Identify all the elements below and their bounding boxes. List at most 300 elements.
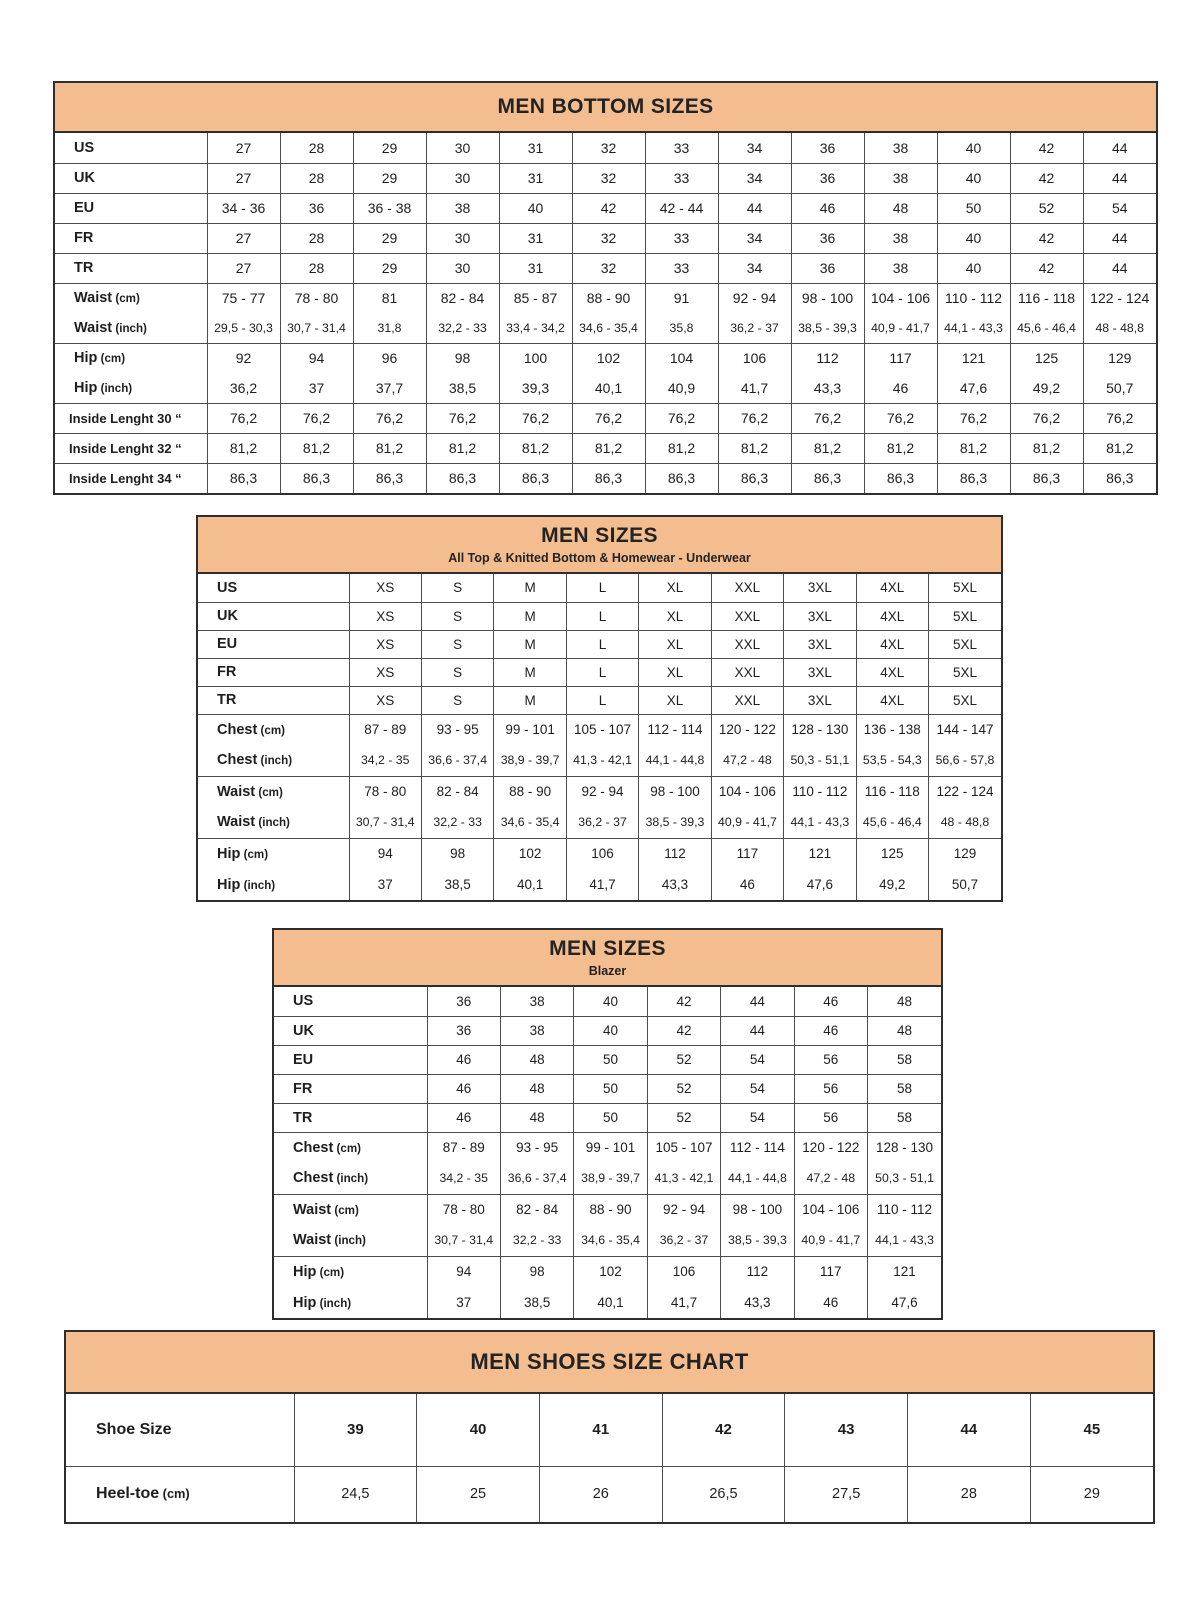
- size-cell: 76,2: [280, 403, 353, 433]
- row-label: [55, 163, 207, 193]
- size-cell: 32,2 - 33: [426, 313, 499, 343]
- size-cell: 5XL: [929, 686, 1002, 714]
- size-cell: 46: [864, 373, 937, 403]
- table-row: [55, 223, 1156, 253]
- table-title: MEN SIZES: [549, 937, 666, 961]
- size-cell: 31: [499, 223, 572, 253]
- size-cell: 81,2: [718, 433, 791, 463]
- size-cell: 36: [791, 223, 864, 253]
- size-cell: 81,2: [207, 433, 280, 463]
- size-cell: 24,5: [294, 1466, 417, 1522]
- size-cell: 81,2: [645, 433, 718, 463]
- size-cell: 112: [721, 1256, 794, 1287]
- size-cell: 47,6: [868, 1287, 941, 1318]
- row-group: [55, 433, 1156, 463]
- size-cell: 41,7: [647, 1287, 720, 1318]
- size-cell: 87 - 89: [427, 1132, 500, 1163]
- row-label-text: Hip: [293, 1294, 317, 1311]
- size-cell: 31: [499, 133, 572, 163]
- size-cell: 82 - 84: [421, 776, 493, 807]
- size-cell: XL: [639, 658, 711, 686]
- size-cell: 40: [937, 253, 1010, 283]
- row-group: [66, 1394, 1153, 1466]
- size-cell: 76,2: [864, 403, 937, 433]
- row-label: [198, 714, 349, 745]
- size-cell: 106: [566, 838, 638, 869]
- size-cell: 38: [864, 133, 937, 163]
- size-cell: 41,3 - 42,1: [647, 1163, 720, 1194]
- row-label-text: Inside Lenght 32 “: [69, 440, 182, 456]
- size-cell: XL: [639, 630, 711, 658]
- size-cell: 76,2: [353, 403, 426, 433]
- size-cell: 34,6 - 35,4: [574, 1225, 647, 1256]
- row-group: [198, 686, 1001, 714]
- size-cell: 86,3: [353, 463, 426, 493]
- size-cell: M: [494, 658, 566, 686]
- row-label: [274, 1132, 427, 1163]
- size-cell: 104: [645, 343, 718, 373]
- size-cell: 36,2: [207, 373, 280, 403]
- size-cell: 36,2 - 37: [647, 1225, 720, 1256]
- size-cell: XXL: [711, 658, 783, 686]
- size-cell: 86,3: [499, 463, 572, 493]
- size-cell: 4XL: [856, 602, 928, 630]
- size-cell: 92 - 94: [647, 1194, 720, 1225]
- size-cell: 50: [574, 1103, 647, 1132]
- row-label: [55, 313, 207, 343]
- size-cell: 30: [426, 163, 499, 193]
- size-cell: 36: [427, 987, 500, 1016]
- row-label-unit: (cm): [333, 1141, 361, 1155]
- size-cell: 47,2 - 48: [711, 745, 783, 776]
- size-cell: 42: [1010, 223, 1083, 253]
- table-row: [55, 313, 1156, 343]
- size-cell: 38: [500, 987, 573, 1016]
- size-cell: XL: [639, 686, 711, 714]
- size-cell: 46: [791, 193, 864, 223]
- size-cell: 56,6 - 57,8: [929, 745, 1002, 776]
- size-cell: 34: [718, 133, 791, 163]
- size-cell: 40: [417, 1394, 540, 1466]
- size-cell: 30,7 - 31,4: [280, 313, 353, 343]
- size-cell: 54: [1083, 193, 1156, 223]
- size-cell: 34,2 - 35: [349, 745, 421, 776]
- size-cell: 88 - 90: [572, 283, 645, 313]
- size-cell: 44,1 - 43,3: [784, 807, 856, 838]
- size-cell: 40,1: [574, 1287, 647, 1318]
- size-cell: 78 - 80: [427, 1194, 500, 1225]
- size-cell: 30: [426, 223, 499, 253]
- table-banner: [66, 1332, 1153, 1394]
- size-cell: 50: [574, 1045, 647, 1074]
- size-cell: 3XL: [784, 602, 856, 630]
- size-cell: XL: [639, 574, 711, 602]
- row-label-text: Inside Lenght 30 “: [69, 410, 182, 426]
- size-cell: XS: [349, 574, 421, 602]
- size-cell: 38,5 - 39,3: [639, 807, 711, 838]
- size-cell: 31: [499, 253, 572, 283]
- size-cell: 81,2: [572, 433, 645, 463]
- row-label-text: Hip: [74, 379, 98, 396]
- table-row: [274, 1194, 941, 1225]
- row-label-text: Chest: [293, 1139, 334, 1156]
- size-cell: 88 - 90: [574, 1194, 647, 1225]
- row-label: [198, 574, 349, 602]
- size-cell: 29: [353, 223, 426, 253]
- table-row: [274, 1287, 941, 1318]
- size-cell: 36: [791, 253, 864, 283]
- row-label-unit: (cm): [255, 785, 283, 799]
- row-label-text: US: [293, 993, 314, 1010]
- size-cell: 32: [572, 163, 645, 193]
- table-title: MEN SHOES SIZE CHART: [470, 1348, 749, 1374]
- size-cell: 29,5 - 30,3: [207, 313, 280, 343]
- size-cell: 81,2: [280, 433, 353, 463]
- size-cell: 93 - 95: [421, 714, 493, 745]
- size-cell: 105 - 107: [566, 714, 638, 745]
- size-cell: 3XL: [784, 686, 856, 714]
- size-cell: 40,9 - 41,7: [794, 1225, 867, 1256]
- size-cell: 121: [937, 343, 1010, 373]
- size-cell: 44,1 - 44,8: [639, 745, 711, 776]
- row-label-text: UK: [74, 170, 95, 186]
- size-cell: 38: [500, 1016, 573, 1045]
- size-cell: 41,3 - 42,1: [566, 745, 638, 776]
- size-cell: 50,7: [929, 869, 1002, 900]
- row-label: [274, 1016, 427, 1045]
- row-group: [55, 253, 1156, 283]
- size-cell: XS: [349, 658, 421, 686]
- size-cell: 122 - 124: [929, 776, 1002, 807]
- size-cell: 105 - 107: [647, 1132, 720, 1163]
- size-cell: 36: [791, 133, 864, 163]
- size-cell: 40,9: [645, 373, 718, 403]
- size-cell: 34 - 36: [207, 193, 280, 223]
- size-cell: 29: [353, 163, 426, 193]
- row-group: [274, 1103, 941, 1132]
- size-cell: 49,2: [1010, 373, 1083, 403]
- size-cell: 34: [718, 163, 791, 193]
- row-label-text: EU: [217, 636, 238, 652]
- row-label: [55, 403, 207, 433]
- size-cell: 28: [280, 253, 353, 283]
- size-cell: 29: [353, 253, 426, 283]
- size-cell: 76,2: [426, 403, 499, 433]
- row-group: [55, 403, 1156, 433]
- size-cell: 86,3: [864, 463, 937, 493]
- size-cell: 86,3: [207, 463, 280, 493]
- size-cell: 85 - 87: [499, 283, 572, 313]
- size-cell: 144 - 147: [929, 714, 1002, 745]
- size-cell: 30,7 - 31,4: [427, 1225, 500, 1256]
- row-label-unit: (cm): [159, 1486, 190, 1502]
- row-group: [274, 1016, 941, 1045]
- size-cell: 34: [718, 223, 791, 253]
- size-cell: 76,2: [718, 403, 791, 433]
- row-label: [198, 807, 349, 838]
- row-label-text: TR: [293, 1109, 313, 1126]
- row-label: [55, 343, 207, 373]
- row-label-unit: (inch): [240, 878, 276, 892]
- row-label-unit: (cm): [331, 1203, 359, 1217]
- size-cell: 44: [718, 193, 791, 223]
- size-cell: 43: [785, 1394, 908, 1466]
- size-cell: 78 - 80: [349, 776, 421, 807]
- size-cell: 102: [494, 838, 566, 869]
- table-row: [55, 403, 1156, 433]
- size-cell: 28: [280, 223, 353, 253]
- row-group: [55, 133, 1156, 163]
- size-cell: L: [566, 602, 638, 630]
- size-cell: 91: [645, 283, 718, 313]
- table-row: [55, 163, 1156, 193]
- size-cell: 52: [647, 1103, 720, 1132]
- size-cell: 94: [280, 343, 353, 373]
- row-label: [198, 602, 349, 630]
- row-group: [198, 838, 1001, 900]
- size-cell: 52: [647, 1045, 720, 1074]
- size-cell: 4XL: [856, 630, 928, 658]
- row-label: [274, 1163, 427, 1194]
- size-cell: 47,6: [937, 373, 1010, 403]
- size-cell: 112 - 114: [721, 1132, 794, 1163]
- table-row: [198, 630, 1001, 658]
- size-cell: 38,5: [426, 373, 499, 403]
- size-cell: 38: [426, 193, 499, 223]
- size-cell: 45: [1030, 1394, 1153, 1466]
- size-cell: 53,5 - 54,3: [856, 745, 928, 776]
- table-row: [198, 602, 1001, 630]
- size-cell: 86,3: [645, 463, 718, 493]
- size-cell: 46: [794, 1287, 867, 1318]
- table-row: [274, 1016, 941, 1045]
- table-row: [198, 838, 1001, 869]
- table-subtitle: All Top & Knitted Bottom & Homewear - Underwear: [448, 550, 751, 565]
- size-cell: M: [494, 574, 566, 602]
- row-group: [55, 193, 1156, 223]
- row-label: [55, 253, 207, 283]
- size-cell: 5XL: [929, 602, 1002, 630]
- size-cell: S: [421, 686, 493, 714]
- size-cell: 33: [645, 253, 718, 283]
- row-label: [198, 776, 349, 807]
- size-cell: 42: [572, 193, 645, 223]
- size-cell: 42: [1010, 163, 1083, 193]
- row-label: [198, 869, 349, 900]
- size-cell: L: [566, 630, 638, 658]
- row-label: [198, 838, 349, 869]
- size-cell: 38: [864, 163, 937, 193]
- size-cell: S: [421, 630, 493, 658]
- size-cell: 52: [1010, 193, 1083, 223]
- size-cell: 29: [353, 133, 426, 163]
- size-cell: 44,1 - 44,8: [721, 1163, 794, 1194]
- table-row: [274, 1163, 941, 1194]
- size-table: [55, 133, 1156, 493]
- size-cell: 116 - 118: [1010, 283, 1083, 313]
- size-cell: XS: [349, 602, 421, 630]
- size-cell: 81,2: [864, 433, 937, 463]
- size-cell: 120 - 122: [711, 714, 783, 745]
- size-cell: 5XL: [929, 630, 1002, 658]
- size-cell: 125: [856, 838, 928, 869]
- size-cell: 27: [207, 163, 280, 193]
- row-label-text: Waist: [74, 319, 113, 336]
- size-cell: 110 - 112: [937, 283, 1010, 313]
- row-group: [55, 463, 1156, 493]
- size-cell: 5XL: [929, 658, 1002, 686]
- row-label-text: EU: [74, 200, 95, 216]
- table-row: [66, 1466, 1153, 1522]
- size-cell: 27: [207, 133, 280, 163]
- size-cell: 30: [426, 253, 499, 283]
- size-cell: 31,8: [353, 313, 426, 343]
- size-cell: 36,6 - 37,4: [500, 1163, 573, 1194]
- row-label-unit: (cm): [240, 847, 269, 861]
- table-row: [55, 253, 1156, 283]
- size-cell: 46: [711, 869, 783, 900]
- table-row: [55, 373, 1156, 403]
- size-cell: M: [494, 602, 566, 630]
- size-cell: 41,7: [566, 869, 638, 900]
- size-cell: 50,3 - 51,1: [868, 1163, 941, 1194]
- size-cell: 82 - 84: [500, 1194, 573, 1225]
- size-cell: 81,2: [1010, 433, 1083, 463]
- size-cell: 32,2 - 33: [421, 807, 493, 838]
- row-label-unit: (inch): [316, 1296, 352, 1310]
- size-cell: 47,6: [784, 869, 856, 900]
- table-row: [198, 807, 1001, 838]
- size-cell: XXL: [711, 686, 783, 714]
- size-cell: 40: [499, 193, 572, 223]
- row-label: [198, 630, 349, 658]
- row-label-text: FR: [217, 664, 237, 680]
- men-shoes-size-chart-table: [64, 1330, 1155, 1524]
- size-cell: 42: [647, 1016, 720, 1045]
- row-group: [55, 223, 1156, 253]
- size-cell: 128 - 130: [784, 714, 856, 745]
- size-cell: 86,3: [1083, 463, 1156, 493]
- row-label-text: UK: [293, 1022, 314, 1039]
- size-cell: 36: [427, 1016, 500, 1045]
- table-row: [55, 193, 1156, 223]
- size-cell: 76,2: [937, 403, 1010, 433]
- size-cell: 104 - 106: [794, 1194, 867, 1225]
- size-cell: 38,5: [421, 869, 493, 900]
- row-group: [198, 776, 1001, 838]
- size-cell: 33: [645, 163, 718, 193]
- size-cell: 117: [794, 1256, 867, 1287]
- size-cell: 44: [721, 987, 794, 1016]
- row-label-text: Hip: [74, 350, 98, 367]
- size-cell: 75 - 77: [207, 283, 280, 313]
- size-cell: 4XL: [856, 658, 928, 686]
- row-label: [55, 223, 207, 253]
- size-cell: 121: [784, 838, 856, 869]
- table-row: [274, 1074, 941, 1103]
- size-cell: 44: [908, 1394, 1031, 1466]
- size-cell: 3XL: [784, 630, 856, 658]
- size-cell: 46: [427, 1045, 500, 1074]
- size-cell: 37: [427, 1287, 500, 1318]
- size-cell: 34,2 - 35: [427, 1163, 500, 1194]
- row-group: [198, 574, 1001, 602]
- size-cell: 58: [868, 1074, 941, 1103]
- size-cell: 49,2: [856, 869, 928, 900]
- size-cell: 38,5 - 39,3: [791, 313, 864, 343]
- table-row: [274, 1103, 941, 1132]
- size-cell: 58: [868, 1045, 941, 1074]
- table-row: [55, 283, 1156, 313]
- size-cell: 28: [280, 133, 353, 163]
- size-table: [198, 574, 1001, 900]
- size-cell: 78 - 80: [280, 283, 353, 313]
- size-cell: 94: [427, 1256, 500, 1287]
- size-cell: 76,2: [572, 403, 645, 433]
- size-cell: S: [421, 602, 493, 630]
- row-label: [274, 987, 427, 1016]
- size-cell: 34: [718, 253, 791, 283]
- size-cell: 81: [353, 283, 426, 313]
- size-cell: 86,3: [791, 463, 864, 493]
- size-cell: 36,6 - 37,4: [421, 745, 493, 776]
- size-cell: 4XL: [856, 574, 928, 602]
- size-cell: L: [566, 686, 638, 714]
- size-cell: 98 - 100: [639, 776, 711, 807]
- men-blazer-sizes-table: [272, 928, 943, 1320]
- size-cell: 38,9 - 39,7: [574, 1163, 647, 1194]
- size-cell: 38: [864, 223, 937, 253]
- size-cell: M: [494, 630, 566, 658]
- size-cell: 32,2 - 33: [500, 1225, 573, 1256]
- size-cell: XL: [639, 602, 711, 630]
- size-cell: 29: [1030, 1466, 1153, 1522]
- size-cell: 40,1: [572, 373, 645, 403]
- size-cell: 86,3: [718, 463, 791, 493]
- row-label: [55, 373, 207, 403]
- size-cell: 76,2: [1010, 403, 1083, 433]
- size-cell: 48: [868, 987, 941, 1016]
- size-cell: 112 - 114: [639, 714, 711, 745]
- row-label: [198, 686, 349, 714]
- row-label-text: TR: [74, 260, 94, 276]
- row-group: [274, 987, 941, 1016]
- size-cell: 50: [574, 1074, 647, 1103]
- size-cell: XXL: [711, 574, 783, 602]
- size-cell: 56: [794, 1074, 867, 1103]
- size-cell: 28: [908, 1466, 1031, 1522]
- size-cell: 46: [427, 1103, 500, 1132]
- size-cell: 96: [353, 343, 426, 373]
- size-cell: 40,1: [494, 869, 566, 900]
- size-cell: 86,3: [1010, 463, 1083, 493]
- size-cell: 82 - 84: [426, 283, 499, 313]
- table-banner: [198, 517, 1001, 574]
- row-label: [66, 1466, 294, 1522]
- size-cell: 44,1 - 43,3: [937, 313, 1010, 343]
- table-row: [198, 574, 1001, 602]
- size-cell: L: [566, 574, 638, 602]
- size-cell: 76,2: [791, 403, 864, 433]
- size-cell: 37: [280, 373, 353, 403]
- table-row: [198, 745, 1001, 776]
- size-cell: 76,2: [645, 403, 718, 433]
- size-cell: 129: [929, 838, 1002, 869]
- size-cell: 36: [280, 193, 353, 223]
- row-label: [55, 463, 207, 493]
- size-cell: 35,8: [645, 313, 718, 343]
- size-cell: 136 - 138: [856, 714, 928, 745]
